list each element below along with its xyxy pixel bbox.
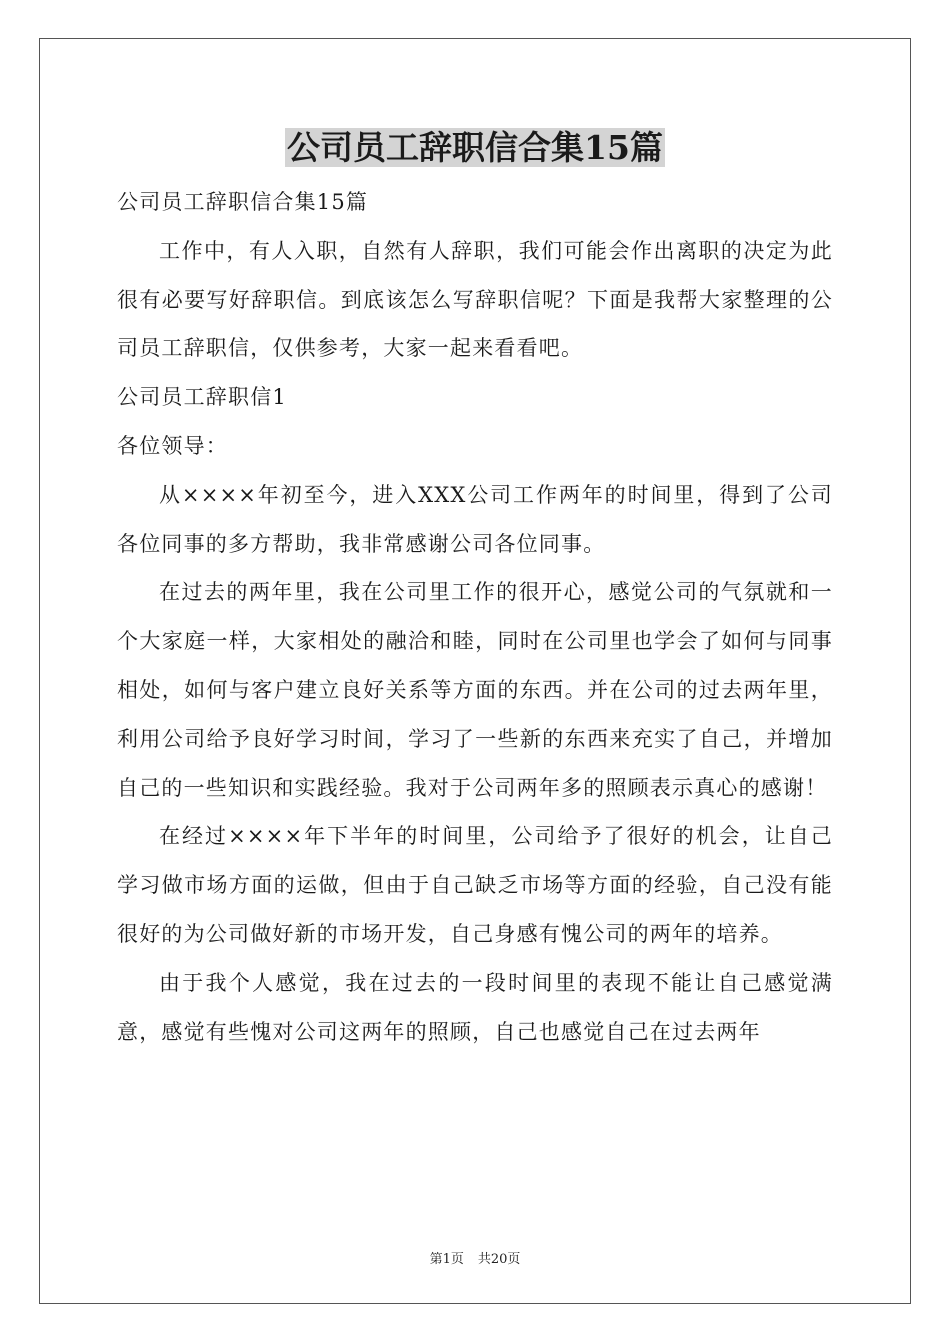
subtitle-line: 公司员工辞职信合集15篇 xyxy=(117,190,369,214)
salutation: 各位领导： xyxy=(117,433,228,458)
page-total: 共20页 xyxy=(477,1252,521,1267)
body-paragraph: 在经过××××年下半年的时间里，公司给予了很好的机会，让自己学习做市场方面的运做，但由于自己缺乏市场等方面的经验，自己没有能很好的为公司做好新的市场开发，自己身感有愧公司的两年的培养。 xyxy=(117,824,833,946)
document-title xyxy=(0,124,950,172)
section-heading: 公司员工辞职信1 xyxy=(117,385,287,410)
body-paragraph: 从××××年初至今，进入XXX公司工作两年的时间里，得到了公司各位同事的多方帮助，我非常感谢公司各位同事。 xyxy=(117,482,833,556)
intro-paragraph: 工作中，有人入职，自然有人辞职，我们可能会作出离职的决定为此很有必要写好辞职信。到底该怎么写辞职信呢？下面是我帮大家整理的公司员工辞职信，仅供参考，大家一起来看看吧。 xyxy=(117,238,833,361)
body-paragraph: 在过去的两年里，我在公司里工作的很开心，感觉公司的气氛就和一个大家庭一样，大家相处的融洽和睦，同时在公司里也学会了如何与同事相处，如何与客户建立良好关系等方面的东西。并在公司的过去两年里，利用公司给予良好学习时间，学习了一些新的东西来充实了自己，并增加自己的一些知识和实践经验。我对于公司两年多的照顾表示真心的感谢！ xyxy=(117,580,833,800)
page-footer xyxy=(0,1248,950,1267)
page-number: 第1页 xyxy=(429,1252,464,1267)
body-paragraph: 由于我个人感觉，我在过去的一段时间里的表现不能让自己感觉满意，感觉有些愧对公司这两年的照顾，自己也感觉自己在过去两年 xyxy=(117,970,833,1044)
document-body xyxy=(117,178,833,1056)
document-title-text: 公司员工辞职信合集15篇 xyxy=(287,128,663,167)
